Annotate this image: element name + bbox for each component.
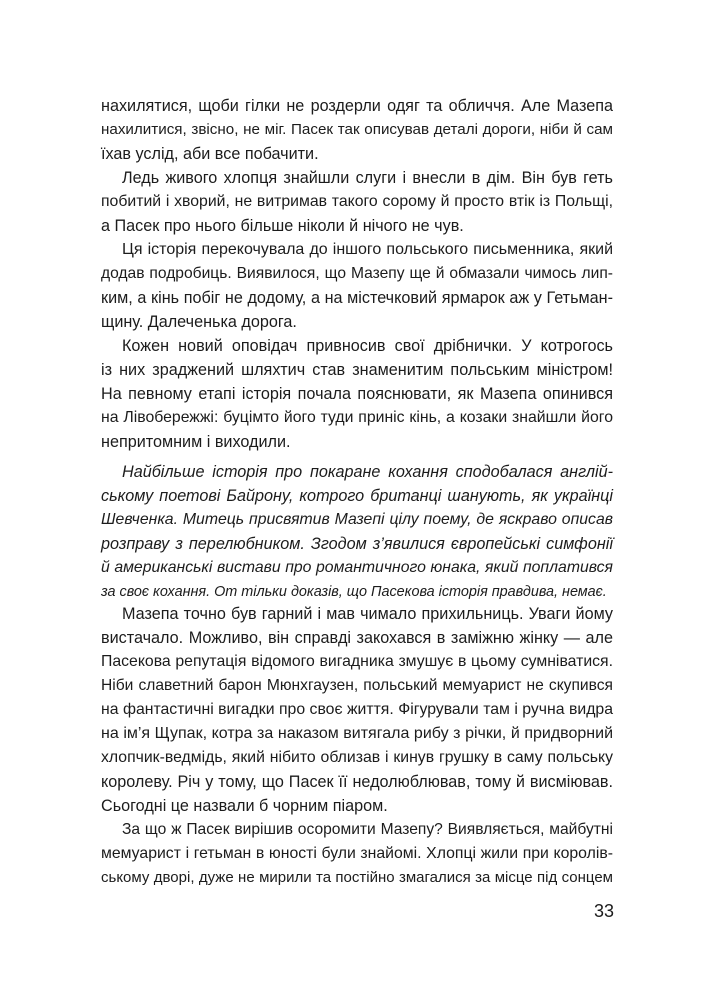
text-line: нахилятися, щоби гілки не роздерли одяг та обличчя. Але Мазепа	[101, 97, 613, 115]
text-line: На певному етапі історія почала пояснювати, як Мазепа опинився	[101, 385, 613, 403]
text-line: Шевченка. Митець присвятив Мазепі цілу поему, де яскраво описав	[101, 511, 613, 528]
text-line: Ця історія перекочувала до іншого польського письменника, який	[122, 241, 613, 258]
text-line: нахилитися, звісно, не міг. Пасек так описував деталі дороги, ніби й сам	[101, 121, 613, 138]
text-line: Сьогодні це назвали б чорним піаром.	[101, 797, 388, 815]
paragraph	[101, 238, 613, 334]
text-line: королеву. Річ у тому, що Пасек її недолюблював, тому й висміював.	[101, 773, 613, 791]
text-line: ському поетові Байрону, котрого британці шанують, як українці	[101, 487, 613, 505]
text-line: й американські вистави про романтичного юнака, який поплатився	[101, 559, 613, 576]
text-line: ському дворі, дуже не мирили та постійно змагалися за місце під сонцем	[101, 869, 613, 886]
text-line: із них зраджений шляхтич став знаменитим польським міністром!	[101, 361, 613, 379]
text-line: а Пасек про нього більше ніколи й нічого не чув.	[101, 217, 464, 235]
text-line: непритомним і виходили.	[101, 433, 291, 451]
text-line: додав подробиць. Виявилося, що Мазепу ще й обмазали чимось лип-	[101, 265, 613, 282]
text-line: розправу з перелюбником. Згодом з’явилися європейські симфонії	[101, 535, 613, 553]
text-line: на фантастичні вигадки про своє життя. Фігурували там і ручна видра	[101, 701, 613, 718]
text-line: за своє кохання. От тільки доказів, що Пасекова історія правдива, немає.	[101, 584, 607, 600]
text-line: мемуарист і гетьман в юності були знайомі. Хлопці жили при королів-	[101, 845, 613, 862]
italic-aside	[101, 460, 613, 604]
text-line: їхав услід, аби все побачити.	[101, 145, 319, 163]
text-line: ким, а кінь побіг не додому, а на містечковий ярмарок аж у Гетьман-	[101, 289, 613, 307]
text-line: Найбільше історія про покаране кохання сподобалася англій-	[122, 463, 613, 481]
text-line: щину. Далеченька дорога.	[101, 313, 297, 331]
text-line: вистачало. Можливо, він справді закохався в заміжню жінку — але	[101, 629, 613, 647]
text-line: на ім’я Щупак, котра за наказом витягала рибу з річки, й придворний	[101, 725, 613, 742]
paragraph	[101, 818, 613, 890]
text-line: Пасекова репутація відомого вигадника змушує в цьому сумніватися.	[101, 653, 613, 670]
text-line: Ніби славетний барон Мюнхгаузен, польський мемуарист не скупився	[101, 677, 613, 694]
text-line: Ледь живого хлопця знайшли слуги і внесли в дім. Він був геть	[122, 169, 613, 187]
paragraph	[101, 94, 613, 166]
paragraph	[101, 334, 613, 454]
text-line: Мазепа точно був гарний і мав чимало прихильниць. Уваги йому	[122, 605, 613, 623]
text-line: Кожен новий оповідач привносив свої дрібнички. У котрогось	[122, 337, 613, 355]
text-line: на Лівобережжі: буцімто його туди приніс кінь, а козаки знайшли його	[101, 409, 613, 426]
paragraph	[101, 166, 613, 238]
text-line: хлопчик-ведмідь, який нібито облизав і кинув грушку в саму польську	[101, 749, 613, 766]
page-number: 33	[593, 901, 614, 921]
text-line: За що ж Пасек вирішив осоромити Мазепу? Виявляється, майбутні	[122, 821, 613, 838]
text-line: побитий і хворий, не витримав такого сорому й просто втік із Польщі,	[101, 193, 613, 210]
paragraph	[101, 602, 613, 818]
